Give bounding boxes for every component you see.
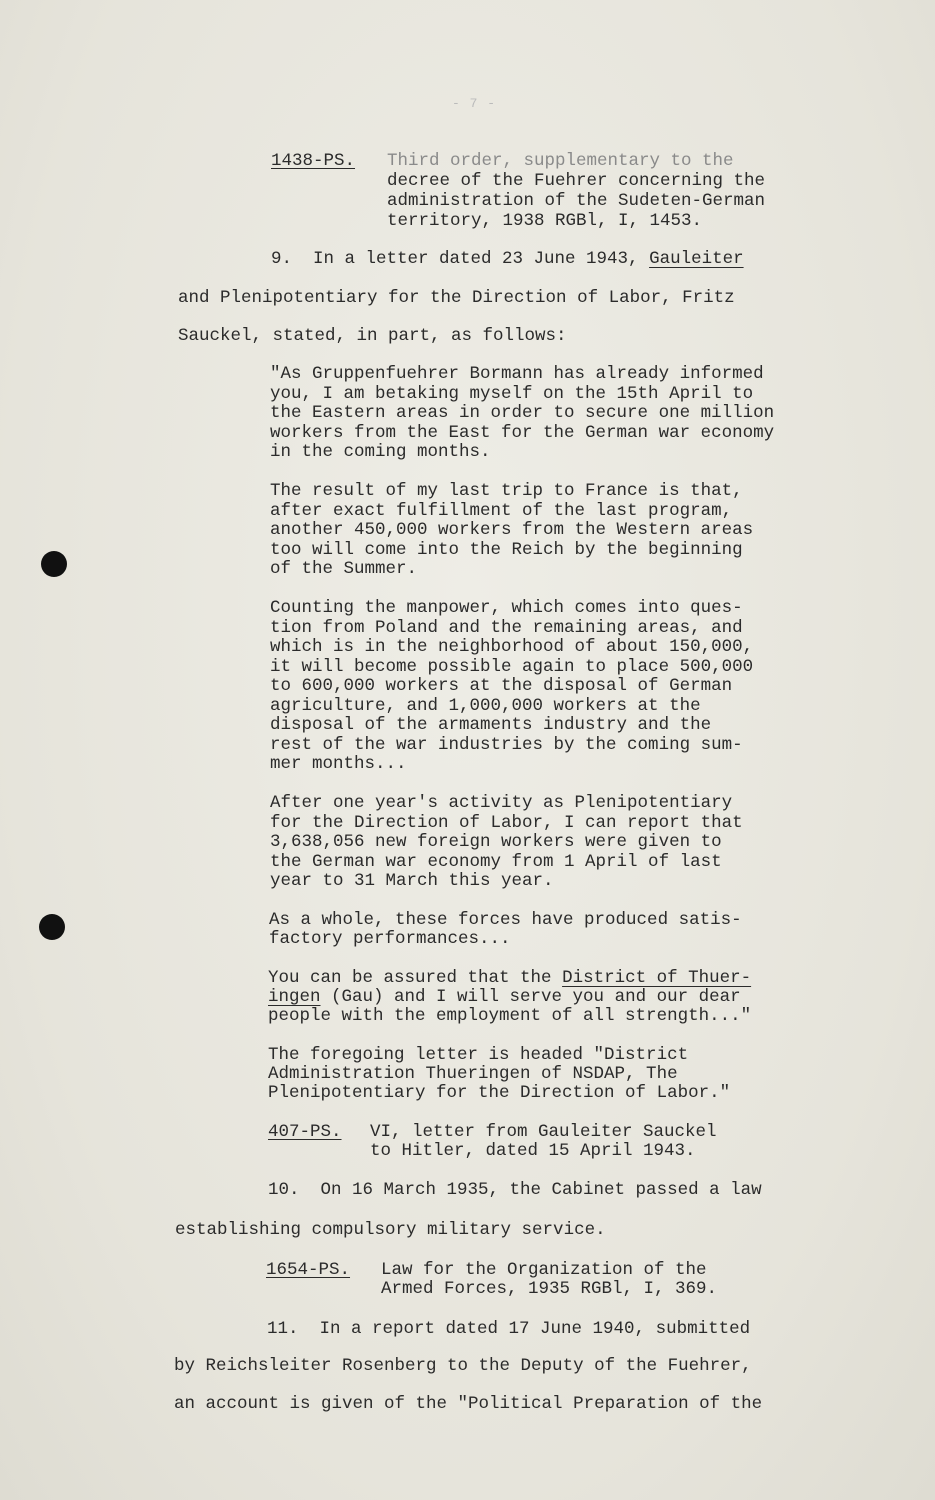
para-9-line-3: Sauckel, stated, in part, as follows:: [178, 326, 567, 346]
quote-block-4-line-2: for the Direction of Labor, I can report that: [270, 813, 743, 833]
quote-block-1-line-5: in the coming months.: [270, 442, 491, 462]
quote-block-2-line-4: too will come into the Reich by the beginning: [270, 540, 743, 560]
exhibit-407-ps-line-2: to Hitler, dated 15 April 1943.: [370, 1141, 696, 1161]
quote-block-2-line-1: The result of my last trip to France is that,: [270, 481, 743, 501]
page-number: - 7 -: [452, 96, 497, 111]
letter-heading-note-line-2: Administration Thueringen of NSDAP, The: [268, 1064, 678, 1084]
quote-block-5-line-2: factory performances...: [269, 929, 511, 949]
quote-block-3-line-7: disposal of the armaments industry and the: [270, 715, 712, 735]
para-9-line-1: [271, 249, 744, 269]
para-9-line-2: and Plenipotentiary for the Direction of Labor, Fritz: [178, 288, 735, 308]
quote-block-6-line-2: [268, 988, 741, 1008]
quote-block-1-line-2: you, I am betaking myself on the 15th April to: [270, 384, 754, 404]
quote-block-3-line-6: agriculture, and 1,000,000 workers at the: [270, 696, 701, 716]
para-9-line-1-text: 9. In a letter dated 23 June 1943,: [271, 249, 650, 269]
quote-block-6-line-1: [268, 969, 751, 989]
quote-block-3-line-4: it will become possible again to place 500,000: [270, 657, 754, 677]
exhibit-407-ps-line-1: VI, letter from Gauleiter Sauckel: [370, 1122, 717, 1142]
exhibit-1438-ps-line-1-text: Third order, supplementary to the: [387, 151, 734, 171]
quote-block-5-line-1: As a whole, these forces have produced satis-: [269, 910, 742, 930]
quote-block-3-line-2: tion from Poland and the remaining areas, and: [270, 618, 743, 638]
quote-block-3-line-9: mer months...: [270, 754, 407, 774]
punch-hole-top: [41, 551, 67, 577]
quote-block-1-line-1: "As Gruppenfuehrer Bormann has already informed: [270, 364, 764, 384]
para-11-line-2: by Reichsleiter Rosenberg to the Deputy of the Fuehrer,: [174, 1356, 752, 1376]
exhibit-1654-ps-line-2: Armed Forces, 1935 RGBl, I, 369.: [381, 1279, 718, 1299]
letter-heading-note-line-3: Plenipotentiary for the Direction of Labor.": [268, 1083, 731, 1103]
exhibit-1438-ps-line-2: decree of the Fuehrer concerning the: [387, 171, 766, 191]
quote-block-3-line-3: which is in the neighborhood of about 150,000,: [270, 637, 754, 657]
exhibit-1438-ps-line-1: [387, 152, 734, 172]
quote-block-1-line-4: workers from the East for the German war economy: [270, 423, 775, 443]
letter-heading-note-line-1: The foregoing letter is headed "District: [268, 1045, 689, 1065]
quote-block-2-line-5: of the Summer.: [270, 559, 418, 579]
para-11-line-1: 11. In a report dated 17 June 1940, submitted: [267, 1319, 751, 1339]
punch-hole-bottom: [39, 914, 65, 940]
exhibit-1438-ps-line-3: administration of the Sudeten-German: [387, 191, 766, 211]
quote-block-3-line-8: rest of the war industries by the coming sum-: [270, 735, 743, 755]
para-9-gauleiter: Gauleiter: [649, 249, 744, 269]
quote-block-3-line-1: Counting the manpower, which comes into ques-: [270, 598, 743, 618]
quote-block-2-line-2: after exact fulfillment of the last program,: [270, 501, 733, 521]
quote-block-6-line-2-text: (Gau) and I will serve you and our dear: [320, 987, 741, 1007]
quote-block-4-line-5: year to 31 March this year.: [270, 871, 554, 891]
para-10-line-1: 10. On 16 March 1935, the Cabinet passed a law: [268, 1180, 762, 1200]
exhibit-1654-ps-line-1: Law for the Organization of the: [381, 1260, 707, 1280]
quote-block-3-line-5: to 600,000 workers at the disposal of German: [270, 676, 733, 696]
exhibit-ref-407-ps: 407-PS.: [268, 1122, 342, 1142]
quote-block-4-line-3: 3,638,056 new foreign workers were given to: [270, 832, 722, 852]
exhibit-1438-ps-line-4: territory, 1938 RGBl, I, 1453.: [387, 211, 703, 231]
district-of-thueringen: District of Thuer-: [562, 968, 752, 988]
para-11-line-3: an account is given of the "Political Preparation of the: [174, 1394, 763, 1414]
quote-block-6-line-1-text: You can be assured that the: [268, 968, 563, 988]
quote-block-4-line-1: After one year's activity as Plenipotentiary: [270, 793, 733, 813]
quote-block-6-line-3: people with the employment of all strength...": [268, 1006, 752, 1026]
exhibit-ref-1438-ps: 1438-PS.: [271, 151, 356, 171]
para-10-line-2: establishing compulsory military service.: [175, 1220, 606, 1240]
district-of-thueringen-cont: ingen: [268, 987, 321, 1007]
exhibit-ref-1654-ps: 1654-PS.: [266, 1260, 351, 1280]
quote-block-1-line-3: the Eastern areas in order to secure one million: [270, 403, 775, 423]
quote-block-2-line-3: another 450,000 workers from the Western areas: [270, 520, 754, 540]
quote-block-4-line-4: the German war economy from 1 April of last: [270, 852, 722, 872]
